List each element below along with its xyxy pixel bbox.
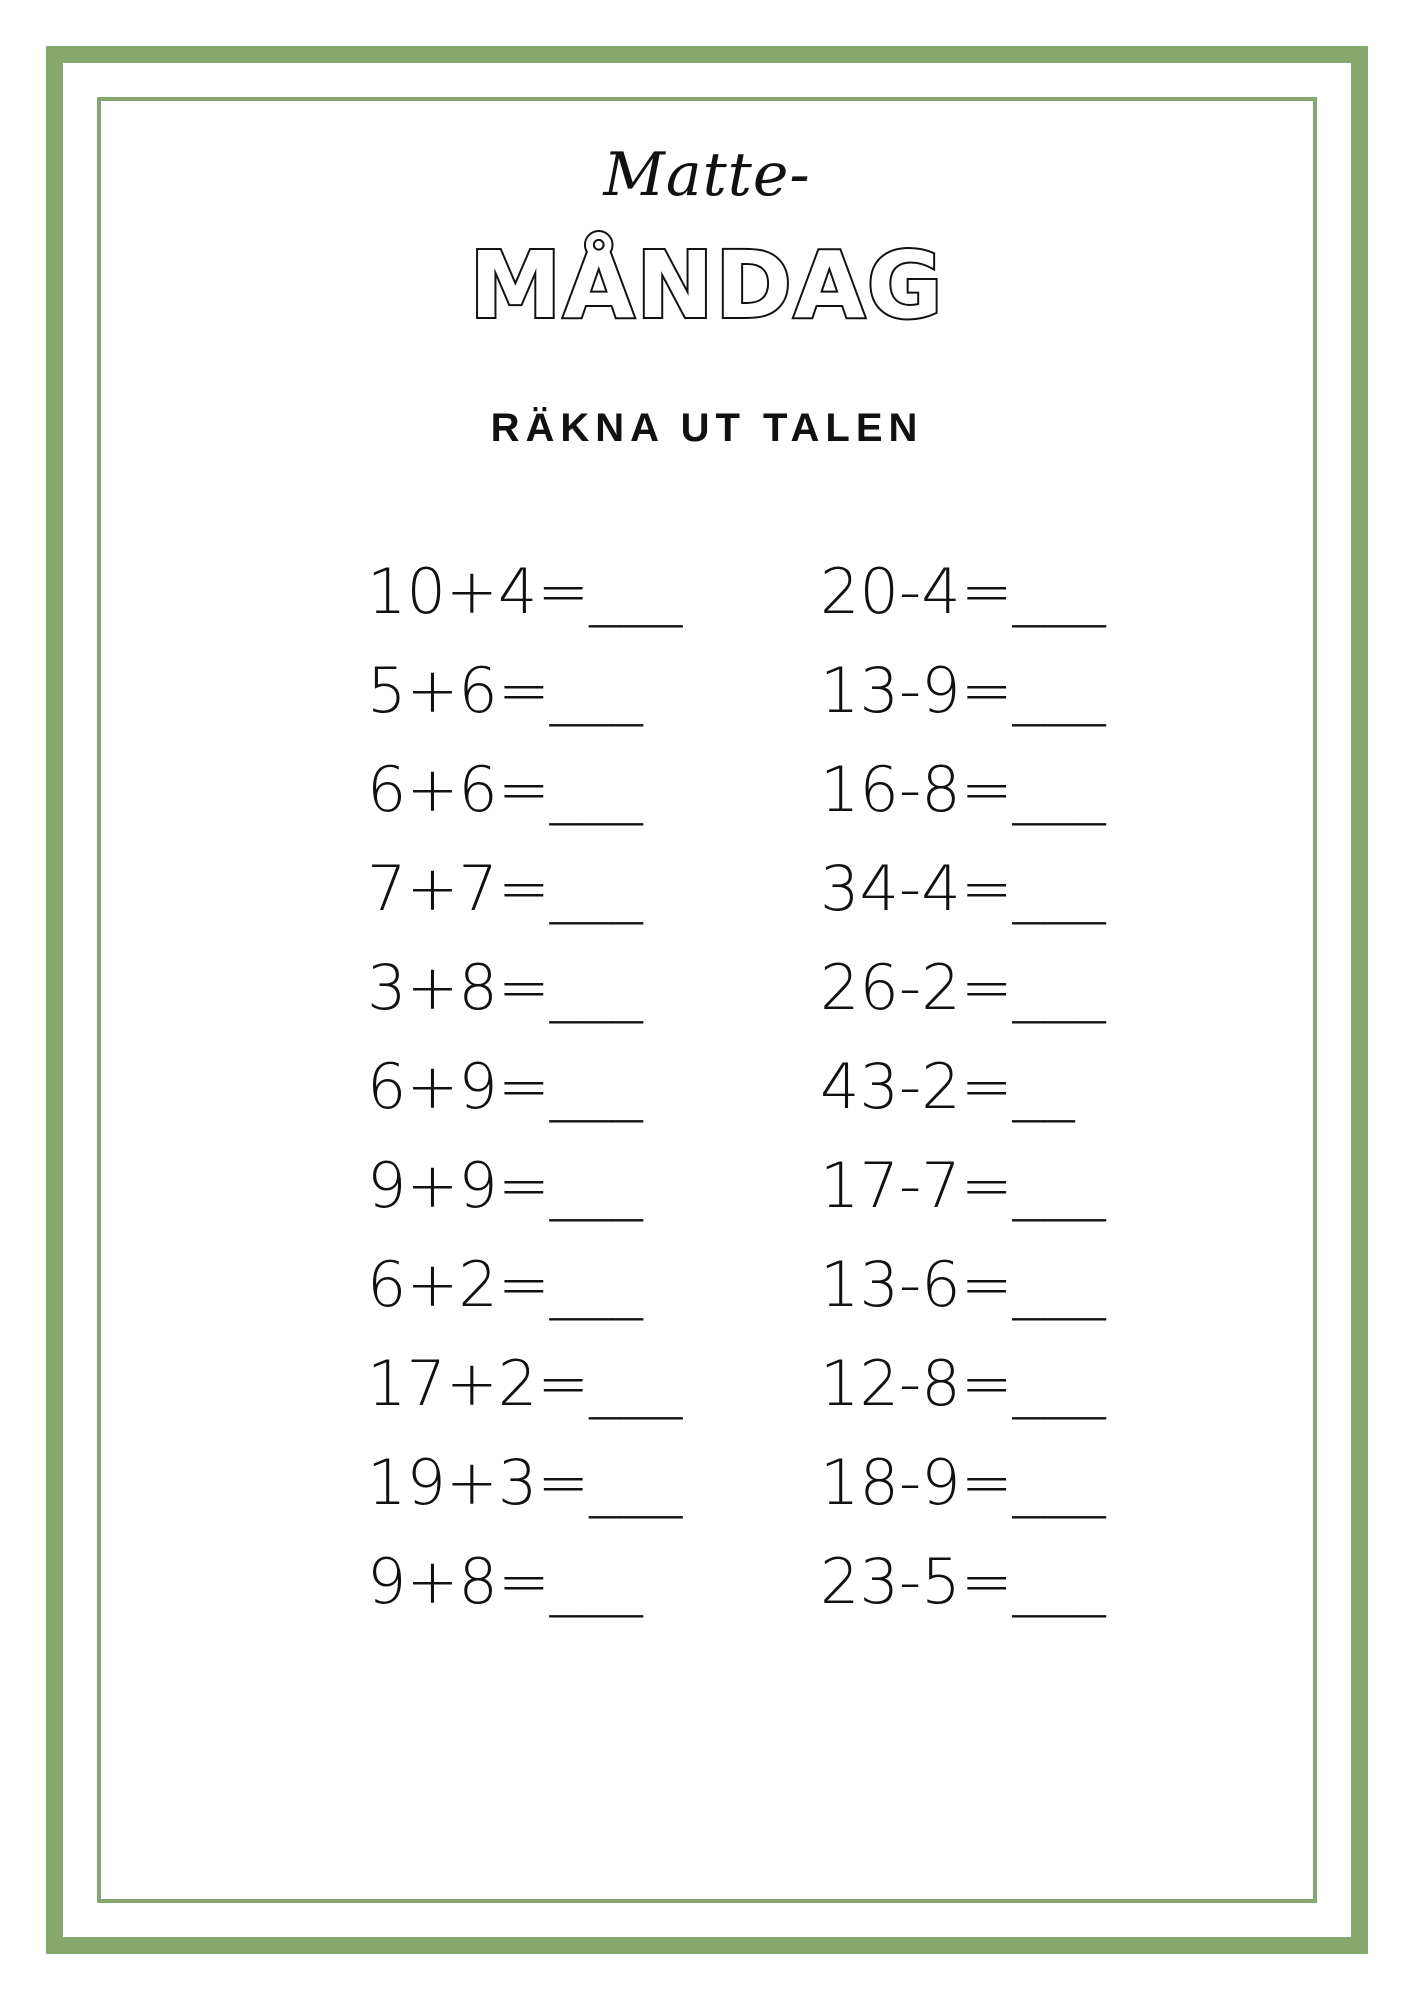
math-problem: 9+8=___ xyxy=(367,1545,643,1618)
math-problem: 5+6=___ xyxy=(367,654,643,727)
math-problem: 6+9=___ xyxy=(367,1050,643,1123)
math-problem: 13-9=___ xyxy=(820,654,1106,727)
math-problem: 20-4=___ xyxy=(820,555,1106,628)
math-problem: 6+2=___ xyxy=(367,1248,643,1321)
math-problem: 6+6=___ xyxy=(367,753,643,826)
math-problem: 17+2=___ xyxy=(367,1347,683,1420)
math-problem: 16-8=___ xyxy=(820,753,1106,826)
math-problem: 17-7=___ xyxy=(820,1149,1106,1222)
math-problem: 12-8=___ xyxy=(820,1347,1106,1420)
math-problem: 19+3=___ xyxy=(367,1446,683,1519)
bubble-title: MÅNDAG xyxy=(469,232,945,339)
math-problem: 43-2=__ xyxy=(820,1050,1075,1123)
addition-column xyxy=(367,550,682,1639)
math-problem: 10+4=___ xyxy=(367,555,683,628)
script-title: Matte- xyxy=(603,140,811,210)
subtraction-column xyxy=(820,550,1106,1639)
math-problem: 18-9=___ xyxy=(820,1446,1106,1519)
inner-border xyxy=(97,97,1317,1903)
math-problem: 7+7=___ xyxy=(367,852,643,925)
math-problem: 9+9=___ xyxy=(367,1149,643,1222)
math-problem: 13-6=___ xyxy=(820,1248,1106,1321)
math-problem: 3+8=___ xyxy=(367,951,643,1024)
math-problem: 26-2=___ xyxy=(820,951,1106,1024)
math-problem: 34-4=___ xyxy=(820,852,1106,925)
math-problem: 23-5=___ xyxy=(820,1545,1106,1618)
instruction-heading: RÄKNA UT TALEN xyxy=(490,406,924,450)
